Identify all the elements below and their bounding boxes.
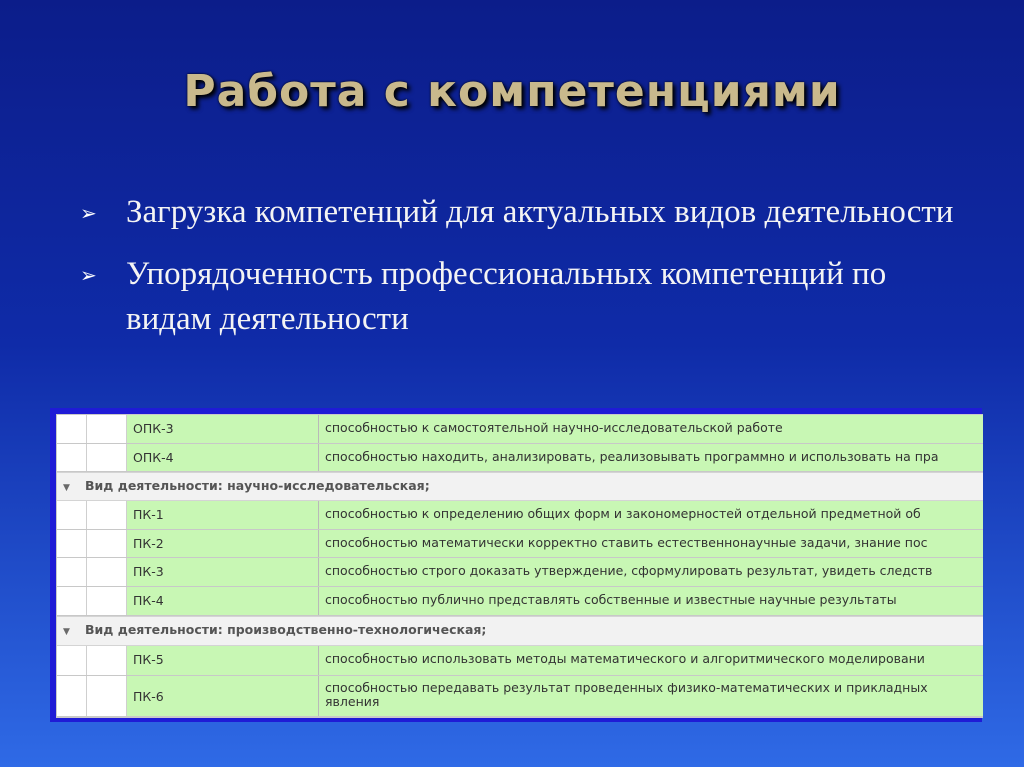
competency-description: способностью математически корректно ставить естественнонаучные задачи, знание пос [319, 530, 983, 557]
bullet-list [78, 190, 958, 358]
bullet-item [78, 252, 958, 342]
activity-group-header[interactable] [57, 616, 983, 646]
table-row[interactable] [57, 676, 983, 717]
collapse-triangle-icon[interactable]: ▼ [63, 483, 70, 493]
activity-group-label: Вид деятельности: производственно-технологическая; [85, 622, 487, 637]
competency-description: способностью передавать результат проведенных физико-математических и прикладных явления [319, 676, 983, 716]
bullet-text: Загрузка компетенций для актуальных видов деятельности [126, 194, 954, 230]
competency-table [56, 414, 983, 718]
competency-code: ПК-2 [127, 530, 319, 557]
competency-description: способностью к самостоятельной научно-исследовательской работе [319, 415, 983, 443]
arrow-bullet-icon: ➢ [80, 263, 97, 287]
activity-group-header[interactable] [57, 472, 983, 501]
table-row[interactable] [57, 646, 983, 676]
competency-description: способностью строго доказать утверждение, сформулировать результат, увидеть следств [319, 558, 983, 586]
activity-group-label: Вид деятельности: научно-исследовательская; [85, 478, 430, 493]
table-row[interactable] [57, 415, 983, 444]
bullet-item [78, 190, 958, 236]
competency-table-screenshot [50, 408, 982, 722]
bullet-text: Упорядоченность профессиональных компетенций по видам деятельности [126, 256, 887, 337]
competency-code: ПК-1 [127, 501, 319, 529]
arrow-bullet-icon: ➢ [80, 201, 97, 225]
competency-code: ОПК-3 [127, 415, 319, 443]
competency-code: ПК-5 [127, 646, 319, 675]
competency-code: ПК-4 [127, 587, 319, 615]
table-row[interactable] [57, 558, 983, 587]
competency-description: способностью использовать методы математического и алгоритмического моделировани [319, 646, 983, 675]
competency-description: способностью находить, анализировать, реализовывать программно и использовать на пра [319, 444, 983, 471]
competency-description: способностью к определению общих форм и закономерностей отдельной предметной об [319, 501, 983, 529]
table-row[interactable] [57, 587, 983, 616]
competency-code: ПК-6 [127, 676, 319, 716]
competency-description: способностью публично представлять собственные и известные научные результаты [319, 587, 983, 615]
competency-code: ПК-3 [127, 558, 319, 586]
collapse-triangle-icon[interactable]: ▼ [63, 627, 70, 637]
table-row[interactable] [57, 444, 983, 472]
competency-code: ОПК-4 [127, 444, 319, 471]
table-row[interactable] [57, 501, 983, 530]
slide-title: Работа с компетенциями [183, 66, 841, 117]
table-row[interactable] [57, 530, 983, 558]
